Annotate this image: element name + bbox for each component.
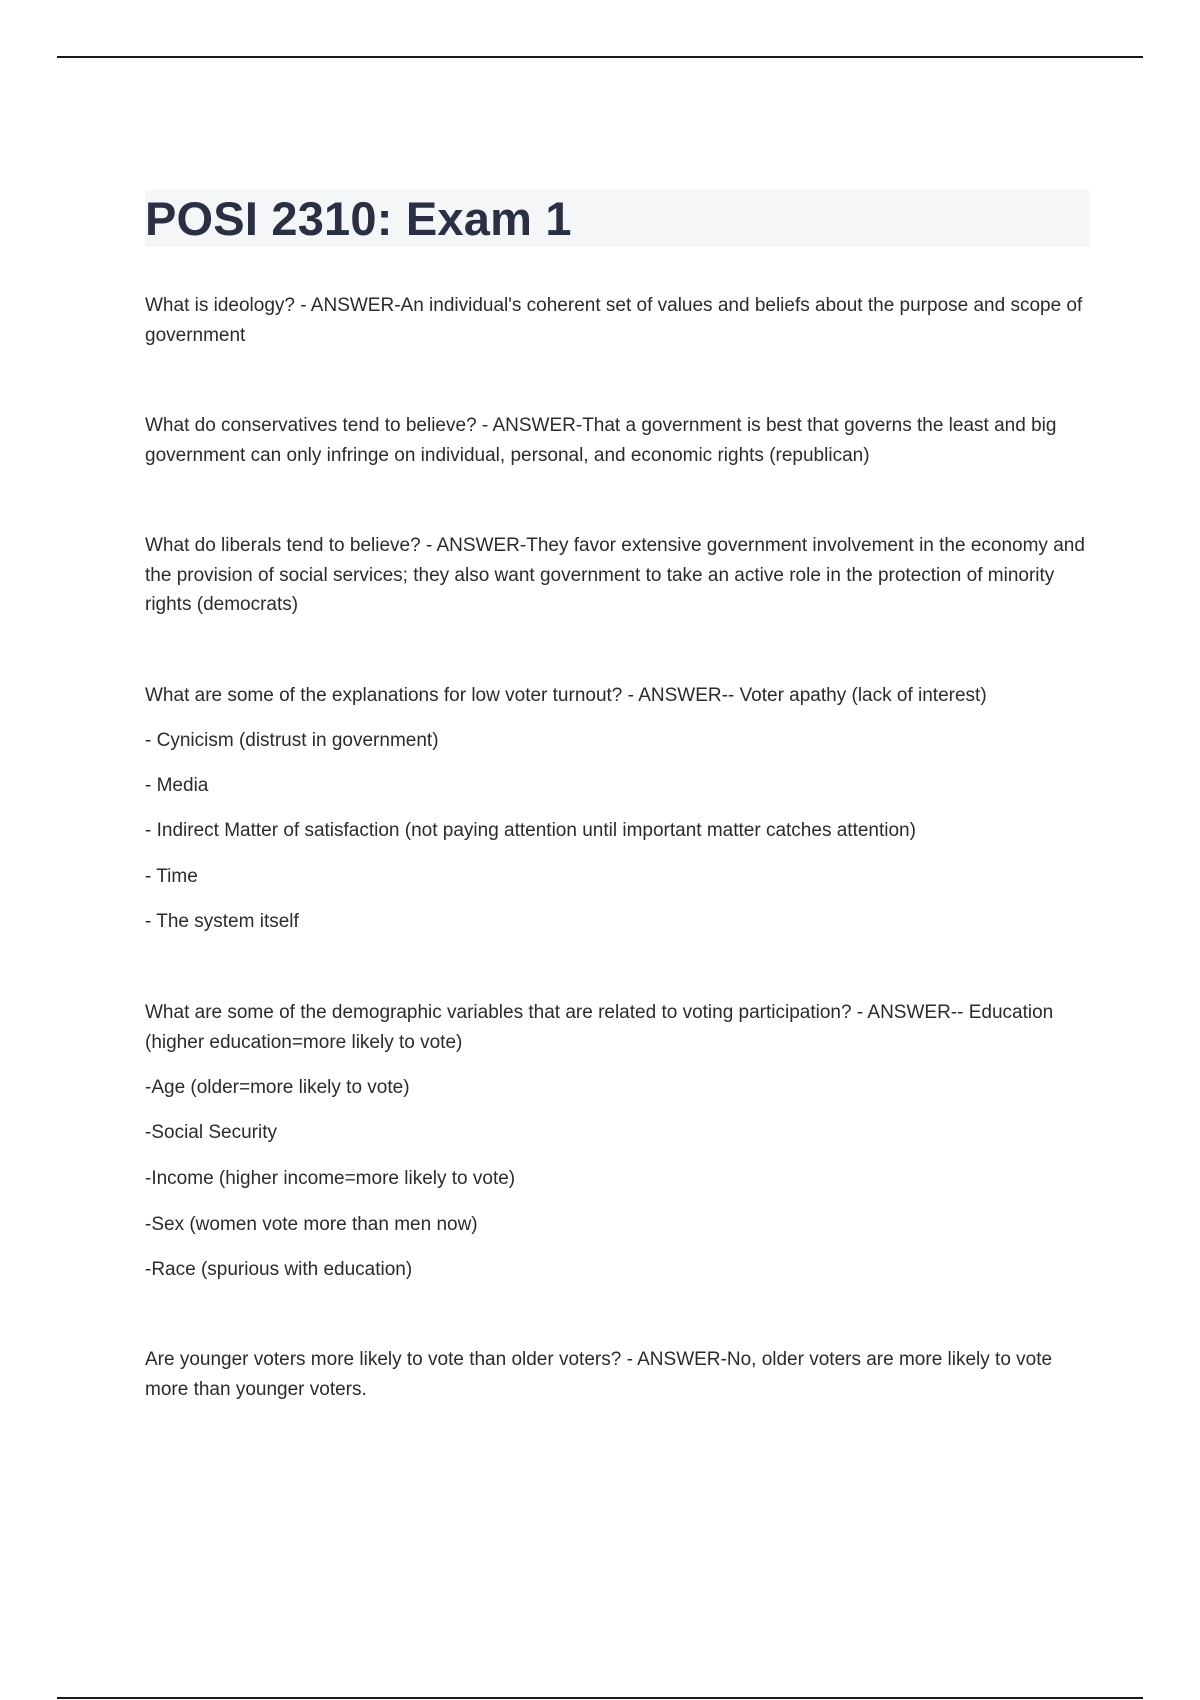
list-item: -Age (older=more likely to vote) xyxy=(145,1077,410,1098)
list-item: -Income (higher income=more likely to vote) xyxy=(145,1168,516,1189)
qa-demographics: What are some of the demographic variables that are related to voting participation? - ANSWER-- Education (higher education=more likely to vote) xyxy=(145,1002,1054,1053)
qa-low-turnout: What are some of the explanations for low voter turnout? - ANSWER-- Voter apathy (lack of interest) xyxy=(145,685,987,706)
header-rule xyxy=(57,56,1143,58)
list-item: -Race (spurious with education) xyxy=(145,1259,413,1280)
list-item: -Sex (women vote more than men now) xyxy=(145,1214,478,1235)
list-item: - Media xyxy=(145,775,209,796)
list-item: -Social Security xyxy=(145,1122,277,1143)
qa-younger-voters: Are younger voters more likely to vote than older voters? - ANSWER-No, older voters are more likely to vote more than younger voters. xyxy=(145,1349,1053,1400)
qa-liberals: What do liberals tend to believe? - ANSWER-They favor extensive government involvement in the economy and the provision of social services; they also want government to take an active role in the protection of minority rights (democrats) xyxy=(145,535,1085,615)
list-item: - Indirect Matter of satisfaction (not paying attention until important matter catches attention) xyxy=(145,820,916,841)
qa-ideology: What is ideology? - ANSWER-An individual's coherent set of values and beliefs about the purpose and scope of government xyxy=(145,295,1083,346)
footer-rule xyxy=(57,1697,1143,1699)
qa-conservatives: What do conservatives tend to believe? - ANSWER-That a government is best that governs the least and big government can only infringe on individual, personal, and economic rights (republican) xyxy=(145,415,1057,466)
list-item: - Cynicism (distrust in government) xyxy=(145,730,439,751)
list-item: - Time xyxy=(145,866,198,887)
list-item: - The system itself xyxy=(145,911,299,932)
document-title: POSI 2310: Exam 1 xyxy=(145,192,572,245)
